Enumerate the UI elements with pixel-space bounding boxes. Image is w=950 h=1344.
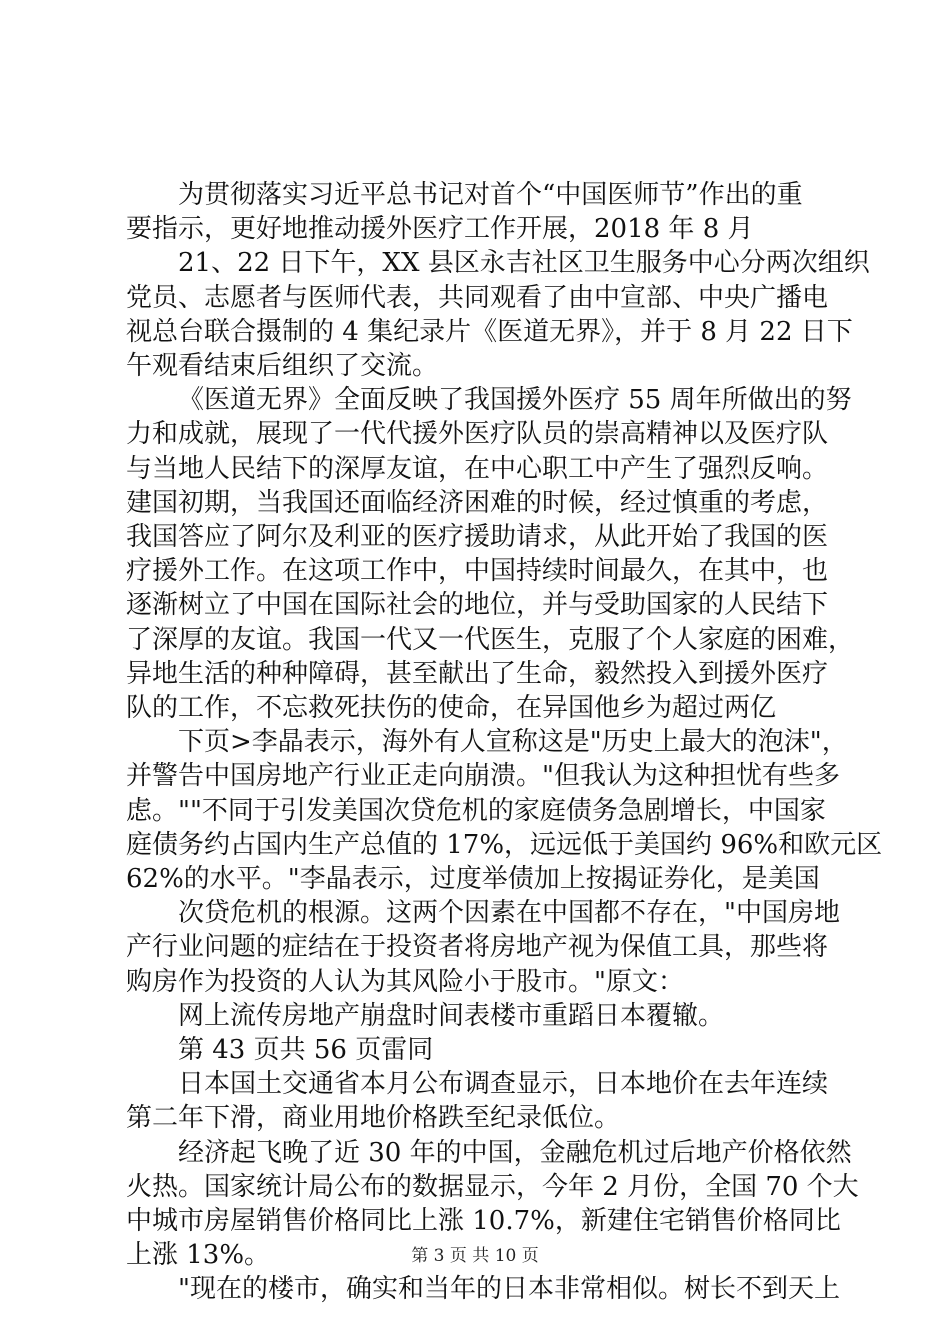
text-line: 午观看结束后组织了交流。 (126, 351, 439, 381)
text-line: 我国答应了阿尔及利亚的医疗援助请求，从此开始了我国的医 (126, 522, 829, 552)
text-line: 次贷危机的根源。这两个因素在中国都不存在，"中国房地 (178, 898, 840, 929)
text-line: 下页>李晶表示，海外有人宣称这是"历史上最大的泡沫"， (178, 727, 848, 758)
text-line: 中城市房屋销售价格同比上涨 10.7%，新建住宅销售价格同比 (126, 1206, 841, 1236)
page-footer: 第 3 页 共 10 页 (411, 1246, 539, 1266)
text-line: 党员、志愿者与医师代表，共同观看了由中宣部、中央广播电 (126, 282, 829, 313)
text-line: "现在的楼市，确实和当年的日本非常相似。树长不到天上 (178, 1274, 840, 1305)
text-line: 异地生活的种种障碍，甚至献出了生命，毅然投入到援外医疗 (126, 658, 829, 689)
text-line: 购房作为投资的人认为其风险小于股市。"原文： (126, 966, 684, 997)
text-line: 《医道无界》全面反映了我国援外医疗 55 周年所做出的努 (178, 385, 852, 416)
text-line: 要指示，更好地推动援外医疗工作开展，2018 年 8 月 (126, 214, 754, 245)
text-line: 了深厚的友谊。我国一代又一代医生，克服了个人家庭的困难， (126, 624, 855, 655)
text-line: 第二年下滑，商业用地价格跌至纪录低位。 (126, 1103, 621, 1134)
text-line: 逐渐树立了中国在国际社会的地位，并与受助国家的人民结下 (126, 590, 829, 621)
text-line: 庭债务约占国内生产总值的 17%，远远低于美国约 96%和欧元区 (126, 829, 883, 860)
text-line: 为贯彻落实习近平总书记对首个“中国医师节”作出的重 (178, 180, 803, 210)
text-line: 视总台联合摄制的 4 集纪录片《医道无界》，并于 8 月 22 日下 (126, 316, 853, 347)
text-line: 与当地人民结下的深厚友谊，在中心职工中产生了强烈反响。 (126, 453, 829, 484)
text-line: 日本国土交通省本月公布调查显示，日本地价在去年连续 (178, 1069, 829, 1100)
text-line: 并警告中国房地产行业正走向崩溃。"但我认为这种担忧有些多 (126, 761, 840, 792)
text-line: 建国初期，当我国还面临经济困难的时候，经过慎重的考虑， (126, 487, 829, 518)
text-line: 第 43 页共 56 页雷同 (178, 1035, 434, 1065)
text-line: 网上流传房地产崩盘时间表楼市重蹈日本覆辙。 (178, 1000, 725, 1031)
text-line: 火热。国家统计局公布的数据显示，今年 2 月份，全国 70 个大 (126, 1171, 859, 1202)
text-line: 产行业问题的症结在于投资者将房地产视为保值工具，那些将 (126, 932, 829, 963)
text-line: 疗援外工作。在这项工作中，中国持续时间最久，在其中，也 (126, 556, 829, 587)
text-line: 队的工作，不忘救死扶伤的使命，在异国他乡为超过两亿 (126, 693, 777, 723)
text-line: 经济起飞晚了近 30 年的中国，金融危机过后地产价格依然 (178, 1137, 852, 1168)
text-line: 62%的水平。"李晶表示，过度举债加上按揭证券化，是美国 (126, 864, 820, 894)
text-line: 21、22 日下午，XX 县区永吉社区卫生服务中心分两次组织 (178, 248, 870, 279)
text-line: 上涨 13%。 (126, 1240, 271, 1271)
text-line: 力和成就，展现了一代代援外医疗队员的崇高精神以及医疗队 (126, 419, 829, 450)
text-line: 虑。""不同于引发美国次贷危机的家庭债务急剧增长，中国家 (126, 795, 826, 826)
